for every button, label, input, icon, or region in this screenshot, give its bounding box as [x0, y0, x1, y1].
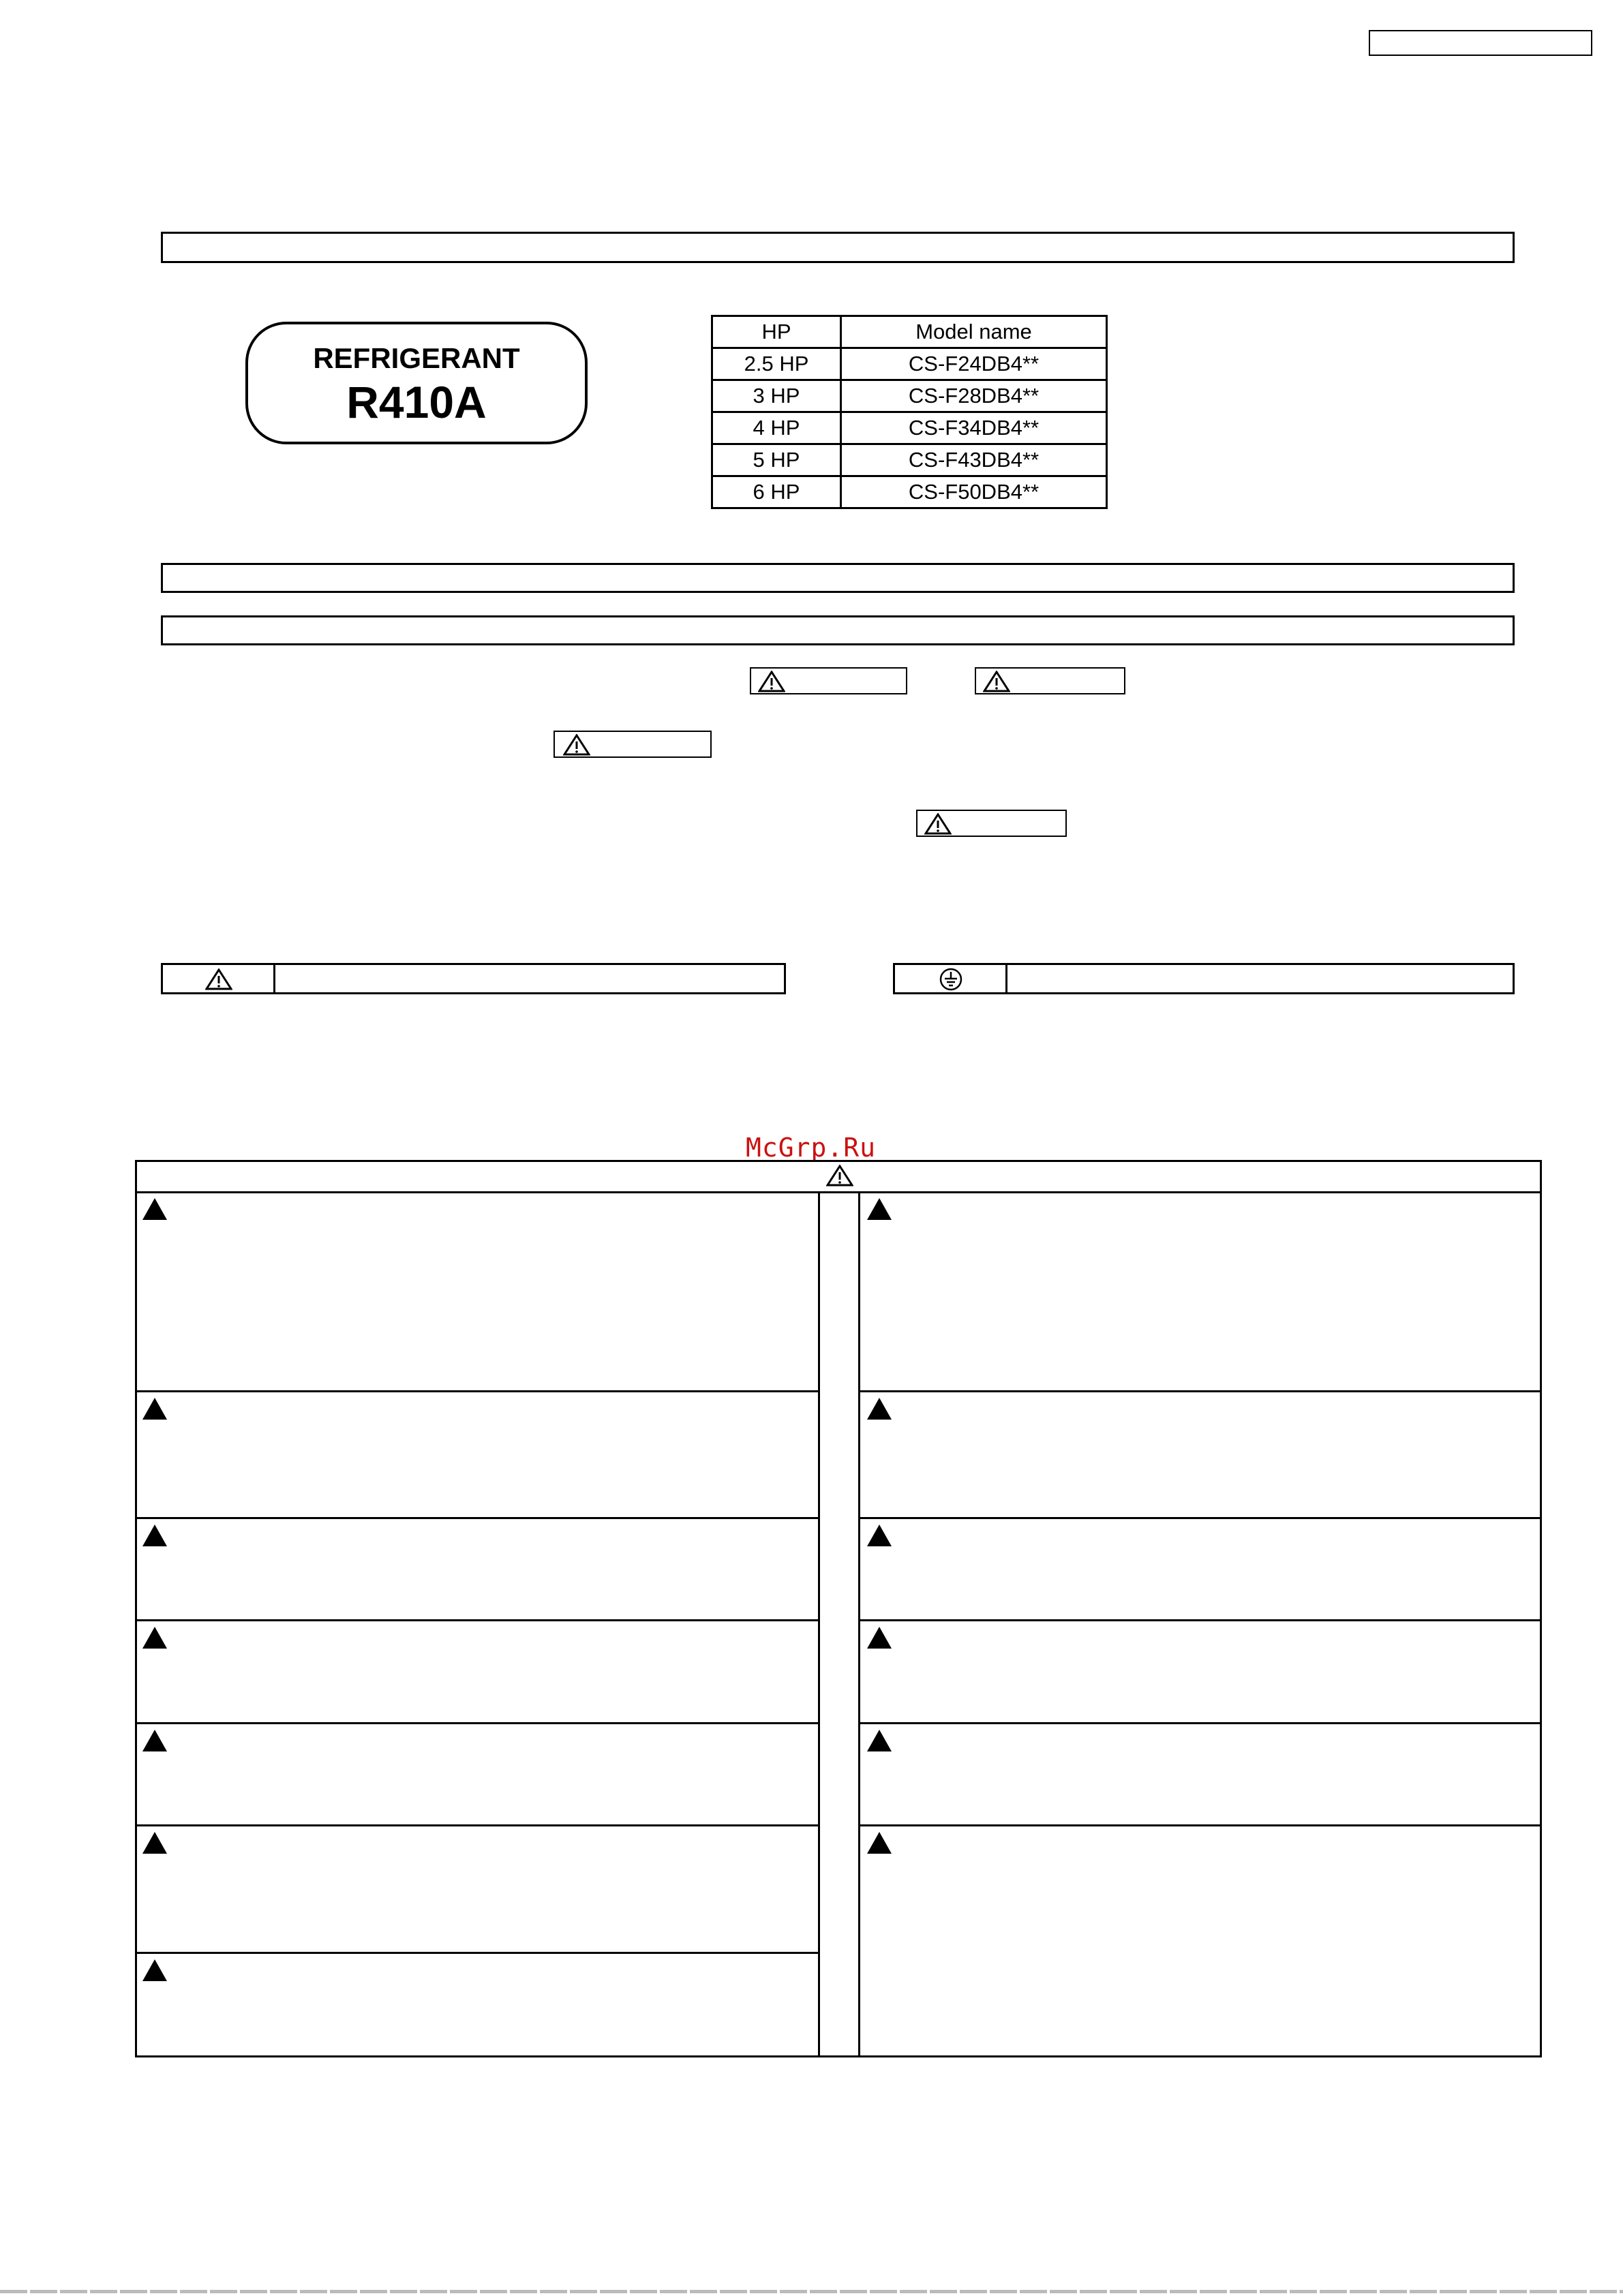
warning-triangle-icon: [563, 734, 590, 756]
table-cell-hp: 5 HP: [712, 444, 841, 476]
warning-cell-left-2: [137, 1392, 818, 1519]
table-cell-model: CS-F28DB4**: [841, 380, 1107, 412]
table-header-hp: HP: [712, 316, 841, 348]
watermark: McGrp.Ru: [746, 1133, 877, 1163]
table-row: [712, 476, 1107, 508]
warning-table: [135, 1160, 1542, 2057]
filled-triangle-bullet-icon: [142, 1627, 167, 1649]
table-cell-model: CS-F43DB4**: [841, 444, 1107, 476]
legend-divider: [273, 965, 275, 992]
warning-cell-left-7: [137, 1954, 818, 2055]
warning-cell-right-1: [860, 1191, 1540, 1392]
filled-triangle-bullet-icon: [867, 1198, 892, 1220]
table-header-row: [712, 316, 1107, 348]
warning-triangle-icon: [924, 813, 952, 835]
table-row: [712, 412, 1107, 444]
column-separator-left: [818, 1191, 820, 2055]
filled-triangle-bullet-icon: [142, 1832, 167, 1854]
table-row: [712, 444, 1107, 476]
table-header-model: Model name: [841, 316, 1107, 348]
warning-cell-left-5: [137, 1724, 818, 1826]
refrigerant-value: R410A: [346, 377, 487, 427]
filled-triangle-bullet-icon: [867, 1525, 892, 1546]
filled-triangle-bullet-icon: [142, 1959, 167, 1981]
warning-label-box-1: [750, 667, 907, 694]
table-cell-hp: 6 HP: [712, 476, 841, 508]
warning-label-box-2: [975, 667, 1125, 694]
symbol-legend-ground: [893, 963, 1515, 994]
warning-cell-right-5: [860, 1724, 1540, 1826]
filled-triangle-bullet-icon: [142, 1730, 167, 1751]
table-row: [712, 380, 1107, 412]
warning-cell-left-1: [137, 1191, 818, 1392]
header-page-box: [1369, 30, 1592, 56]
table-cell-model: CS-F34DB4**: [841, 412, 1107, 444]
table-row: [712, 348, 1107, 380]
section-heading-box-2: [161, 563, 1515, 593]
warning-cell-left-6: [137, 1826, 818, 1954]
warning-table-header: [137, 1162, 1540, 1193]
table-cell-hp: 3 HP: [712, 380, 841, 412]
warning-cell-right-6: [860, 1826, 1540, 2055]
warning-cell-left-4: [137, 1621, 818, 1724]
ground-symbol-icon: [939, 967, 963, 992]
warning-cell-right-4: [860, 1621, 1540, 1724]
warning-triangle-icon: [983, 671, 1010, 692]
section-heading-box-3: [161, 615, 1515, 645]
legend-divider: [1005, 965, 1007, 992]
warning-cell-left-3: [137, 1519, 818, 1621]
table-cell-model: CS-F24DB4**: [841, 348, 1107, 380]
warning-cell-right-3: [860, 1519, 1540, 1621]
warning-cell-right-2: [860, 1392, 1540, 1519]
section-heading-box-1: [161, 232, 1515, 263]
refrigerant-label: REFRIGERANT: [313, 342, 520, 374]
table-cell-model: CS-F50DB4**: [841, 476, 1107, 508]
warning-label-box-3: [553, 731, 712, 758]
filled-triangle-bullet-icon: [142, 1198, 167, 1220]
filled-triangle-bullet-icon: [867, 1832, 892, 1854]
warning-triangle-icon: [826, 1165, 853, 1187]
filled-triangle-bullet-icon: [142, 1398, 167, 1420]
filled-triangle-bullet-icon: [867, 1730, 892, 1751]
warning-triangle-icon: [205, 968, 232, 990]
filled-triangle-bullet-icon: [867, 1627, 892, 1649]
table-cell-hp: 2.5 HP: [712, 348, 841, 380]
table-cell-hp: 4 HP: [712, 412, 841, 444]
filled-triangle-bullet-icon: [142, 1525, 167, 1546]
warning-label-box-4: [916, 810, 1067, 837]
symbol-legend-warning: [161, 963, 786, 994]
model-table: [711, 315, 1108, 509]
refrigerant-badge: [245, 322, 588, 444]
footer-rule: [0, 2290, 1623, 2293]
filled-triangle-bullet-icon: [867, 1398, 892, 1420]
warning-triangle-icon: [758, 671, 785, 692]
